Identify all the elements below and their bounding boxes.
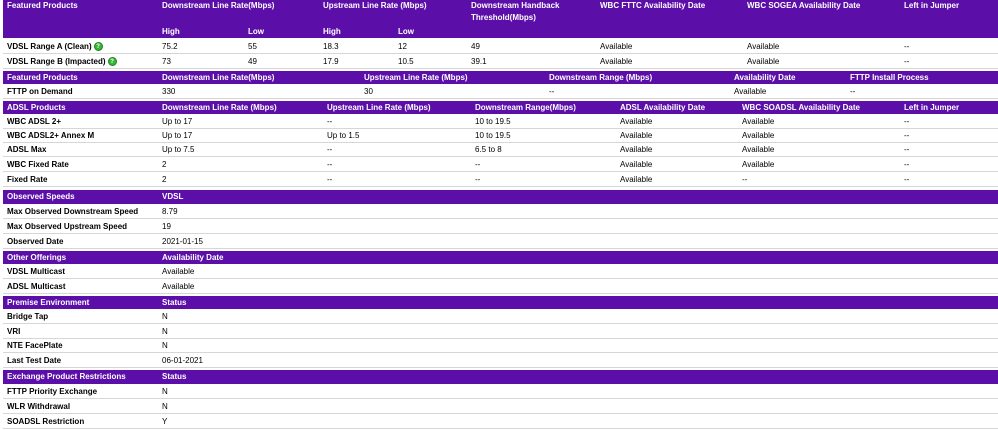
col-exchange-restrictions: Exchange Product Restrictions	[7, 372, 126, 381]
cell: 49	[248, 57, 257, 66]
cell: N	[162, 387, 168, 396]
col-premise-environment: Premise Environment	[7, 298, 90, 307]
help-icon[interactable]: ?	[108, 57, 117, 66]
col-downstream-line-rate: Downstream Line Rate (Mbps)	[162, 103, 277, 112]
col-availability-date: Availability Date	[162, 253, 224, 262]
cell: Available	[600, 57, 633, 66]
col-left-in-jumper: Left in Jumper	[904, 1, 960, 10]
col-adsl-availability-date: ADSL Availability Date	[620, 103, 706, 112]
row-label: FTTP Priority Exchange	[7, 387, 98, 396]
cell: N	[162, 327, 168, 336]
col-featured-products: Featured Products	[7, 1, 78, 10]
cell: 6.5 to 8	[475, 145, 502, 154]
row-label: Bridge Tap	[7, 312, 49, 321]
cell: 75.2	[162, 42, 178, 51]
cell: 17.9	[323, 57, 339, 66]
table-row	[3, 385, 998, 399]
cell: Up to 1.5	[327, 131, 360, 140]
cell: 10 to 19.5	[475, 117, 511, 126]
cell: Available	[162, 267, 195, 276]
cell: 330	[162, 87, 176, 96]
cell: 39.1	[471, 57, 487, 66]
col-downstream-line-rate: Downstream Line Rate(Mbps)	[162, 73, 275, 82]
sub-low-down: Low	[248, 27, 264, 36]
cell: --	[327, 145, 333, 154]
sub-high-up: High	[323, 27, 341, 36]
col-downstream-range: Downstream Range (Mbps)	[549, 73, 653, 82]
help-icon[interactable]: ?	[94, 42, 103, 51]
cell: 06-01-2021	[162, 356, 203, 365]
table-row	[3, 324, 998, 339]
cell: 8.79	[162, 207, 178, 216]
cell: Available	[747, 42, 780, 51]
cell: --	[904, 160, 910, 169]
col-wbc-fttc-date: WBC FTTC Availability Date	[600, 1, 706, 10]
cell: 2021-01-15	[162, 237, 203, 246]
cell: 19	[162, 222, 171, 231]
cell: Available	[620, 117, 653, 126]
table-row	[3, 219, 998, 234]
product-name: WBC Fixed Rate	[7, 160, 69, 169]
cell: Available	[742, 131, 775, 140]
cell: Available	[620, 160, 653, 169]
col-upstream-line-rate: Upstream Line Rate (Mbps)	[323, 1, 427, 10]
other-offerings-header	[3, 251, 998, 264]
row-label: Last Test Date	[7, 356, 62, 365]
cell: 10.5	[398, 57, 414, 66]
col-adsl-products: ADSL Products	[7, 103, 66, 112]
cell: --	[904, 131, 910, 140]
cell: Available	[620, 175, 653, 184]
col-fttp-install-process: FTTP Install Process	[850, 73, 929, 82]
cell: Y	[162, 417, 168, 426]
table-row	[3, 85, 998, 99]
cell: Available	[620, 131, 653, 140]
cell: Available	[734, 87, 767, 96]
col-downstream-range: Downstream Range(Mbps)	[475, 103, 576, 112]
col-threshold: Threshold(Mbps)	[471, 13, 536, 22]
col-downstream-line-rate: Downstream Line Rate(Mbps)	[162, 1, 275, 10]
cell: --	[904, 175, 910, 184]
col-featured-products: Featured Products	[7, 73, 78, 82]
table-row	[3, 172, 998, 187]
col-status: Status	[162, 298, 187, 307]
cell: N	[162, 402, 168, 411]
exchange-restrictions-header	[3, 370, 998, 384]
cell: Up to 7.5	[162, 145, 195, 154]
cell: Available	[600, 42, 633, 51]
cell: --	[327, 175, 333, 184]
row-label: Max Observed Downstream Speed	[7, 207, 139, 216]
premise-environment-header	[3, 296, 998, 309]
product-name: VDSL Range B (Impacted) ?	[7, 56, 117, 67]
cell: 12	[398, 42, 407, 51]
row-label: Observed Date	[7, 237, 64, 246]
featured-products-subheader	[3, 25, 998, 38]
observed-speeds-header	[3, 190, 998, 204]
cell: --	[904, 57, 910, 66]
sub-high-down: High	[162, 27, 180, 36]
col-observed-speeds: Observed Speeds	[7, 192, 75, 201]
adsl-products-header	[3, 101, 998, 114]
table-row	[3, 399, 998, 414]
cell: 10 to 19.5	[475, 131, 511, 140]
table-row	[3, 265, 998, 279]
row-label: NTE FacePlate	[7, 341, 63, 350]
cell: Available	[620, 145, 653, 154]
product-name: Fixed Rate	[7, 175, 48, 184]
cell: Up to 17	[162, 117, 193, 126]
table-row	[3, 39, 998, 54]
col-wbc-soadsl-date: WBC SOADSL Availability Date	[742, 103, 860, 112]
cell: --	[549, 87, 555, 96]
product-name: ADSL Max	[7, 145, 47, 154]
cell: --	[327, 117, 333, 126]
cell: 73	[162, 57, 171, 66]
cell: --	[327, 160, 333, 169]
col-availability-date: Availability Date	[734, 73, 796, 82]
row-label: Max Observed Upstream Speed	[7, 222, 128, 231]
row-label: WLR Withdrawal	[7, 402, 71, 411]
table-row	[3, 143, 998, 157]
cell: --	[850, 87, 856, 96]
table-row	[3, 157, 998, 172]
table-row	[3, 205, 998, 219]
table-row	[3, 339, 998, 353]
cell: Available	[742, 145, 775, 154]
col-status: Status	[162, 372, 187, 381]
sub-low-up: Low	[398, 27, 414, 36]
product-name: WBC ADSL2+ Annex M	[7, 131, 95, 140]
cell: --	[475, 160, 481, 169]
col-wbc-sogea-date: WBC SOGEA Availability Date	[747, 1, 861, 10]
col-left-in-jumper: Left in Jumper	[904, 103, 960, 112]
product-name: FTTP on Demand	[7, 87, 73, 96]
row-label: SOADSL Restriction	[7, 417, 85, 426]
cell: 2	[162, 175, 167, 184]
cell: --	[904, 117, 910, 126]
table-row	[3, 115, 998, 129]
cell: Up to 17	[162, 131, 193, 140]
col-upstream-line-rate: Upstream Line Rate (Mbps)	[327, 103, 431, 112]
cell: --	[904, 145, 910, 154]
row-label: VRI	[7, 327, 21, 336]
cell: Available	[742, 117, 775, 126]
cell: 55	[248, 42, 257, 51]
table-row	[3, 234, 998, 249]
col-other-offerings: Other Offerings	[7, 253, 67, 262]
table-row	[3, 279, 998, 294]
table-row	[3, 353, 998, 368]
table-row	[3, 129, 998, 143]
cell: --	[904, 42, 910, 51]
featured-products-header	[3, 0, 998, 25]
cell: 49	[471, 42, 480, 51]
table-row	[3, 310, 998, 324]
cell: Available	[162, 282, 195, 291]
table-row	[3, 54, 998, 69]
cell: 2	[162, 160, 167, 169]
col-vdsl: VDSL	[162, 192, 184, 201]
cell: 18.3	[323, 42, 339, 51]
cell: Available	[742, 160, 775, 169]
row-label: ADSL Multicast	[7, 282, 66, 291]
col-upstream-line-rate: Upstream Line Rate (Mbps)	[364, 73, 468, 82]
cell: --	[742, 175, 748, 184]
product-name: WBC ADSL 2+	[7, 117, 62, 126]
table-row	[3, 414, 998, 429]
cell: --	[475, 175, 481, 184]
row-label: VDSL Multicast	[7, 267, 66, 276]
col-downstream-handback: Downstream Handback	[471, 1, 560, 10]
product-name: VDSL Range A (Clean) ?	[7, 41, 103, 52]
fttp-products-header	[3, 71, 998, 84]
cell: 30	[364, 87, 373, 96]
cell: N	[162, 312, 168, 321]
cell: N	[162, 341, 168, 350]
cell: Available	[747, 57, 780, 66]
